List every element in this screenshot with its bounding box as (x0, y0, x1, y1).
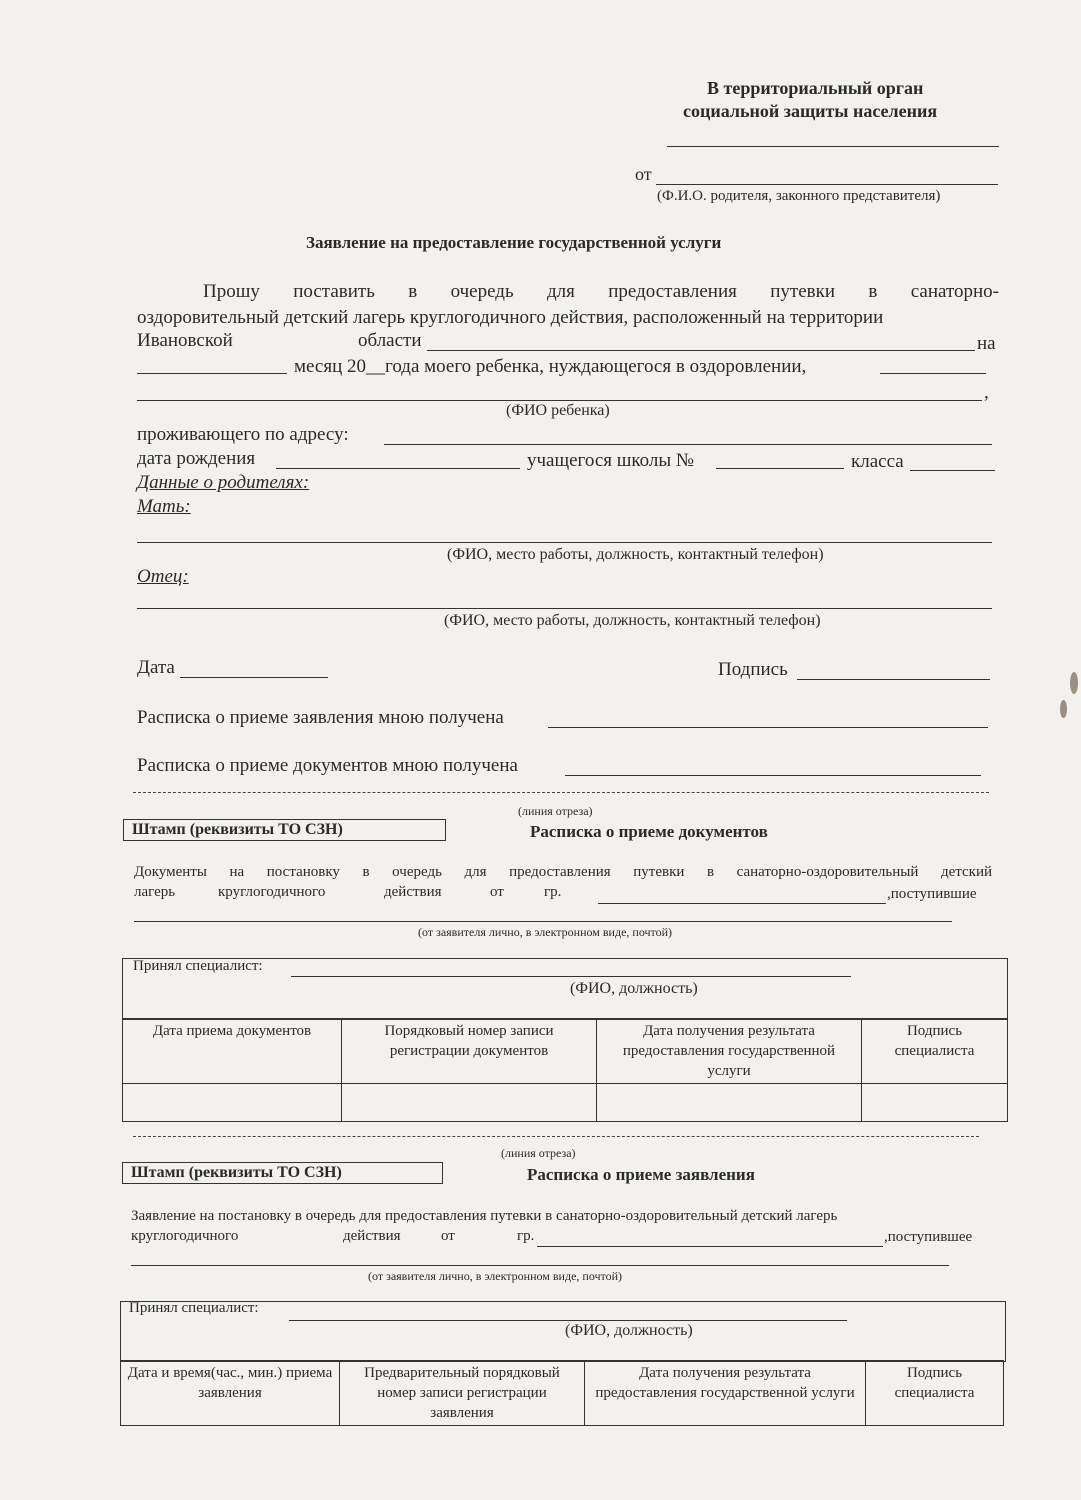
section1-text2-f: ,поступившие (887, 886, 977, 902)
section2-title: Расписка о приеме заявления (527, 1165, 755, 1184)
school-blank[interactable] (716, 468, 844, 469)
section2-text2-a: круглогодичного (131, 1228, 239, 1244)
body-line3-a: Ивановской (137, 330, 233, 351)
addressee-line2: социальной защиты населения (683, 101, 938, 121)
child-comma: , (984, 382, 989, 403)
mother-label: Мать: (137, 496, 191, 517)
month-blank[interactable] (137, 373, 287, 374)
section2-text2-d: гр. (517, 1228, 535, 1244)
body-line4: месяц 20__года моего ребенка, нуждающегося в оздоровлении, (294, 356, 807, 377)
section1-accepted-caption: (ФИО, должность) (570, 980, 698, 997)
date-label: Дата (137, 657, 175, 678)
section1-cell-result-date[interactable] (597, 1084, 862, 1122)
section1-caption: (от заявителя лично, в электронном виде, почтой) (418, 925, 673, 939)
section1-cell-number[interactable] (342, 1084, 597, 1122)
section1-table (122, 1018, 1008, 1122)
scan-speck (1060, 700, 1067, 718)
section1-accepted-blank[interactable] (291, 976, 851, 977)
section1-text2-d: от (490, 884, 504, 900)
parents-heading: Данные о родителях: (137, 472, 310, 493)
receipt-documents-label: Расписка о приеме документов мною получена (137, 755, 518, 776)
from-label: от (635, 164, 652, 184)
cut-line-2-label: (линия отреза) (501, 1146, 576, 1160)
section1-source-blank[interactable] (134, 921, 952, 922)
signature-blank[interactable] (797, 679, 990, 680)
section1-cell-date[interactable] (123, 1084, 342, 1122)
section2-col-signature: Подпись специалиста (866, 1361, 1004, 1426)
need-blank[interactable] (880, 373, 986, 374)
body-line1: Прошу поставить в очередь для предоставления путевки в санаторно- (203, 281, 999, 302)
from-caption: (Ф.И.О. родителя, законного представителя) (657, 188, 941, 204)
father-caption: (ФИО, место работы, должность, контактный телефон) (444, 612, 821, 629)
section2-caption: (от заявителя лично, в электронном виде, почтой) (368, 1269, 623, 1283)
section2-text2-e: ,поступившее (884, 1229, 973, 1245)
section1-title: Расписка о приеме документов (530, 822, 768, 841)
section1-text2-e: гр. (544, 884, 562, 900)
section2-name-blank[interactable] (537, 1246, 883, 1247)
child-caption: (ФИО ребенка) (506, 402, 610, 419)
school-label: учащегося школы № (527, 450, 695, 471)
body-line2: оздоровительный детский лагерь круглогодичного действия, расположенный на территории (137, 307, 884, 328)
region-blank[interactable] (427, 350, 975, 351)
section2-text1: Заявление на постановку в очередь для предоставления путевки в санаторно-оздоровительный детский лагерь (131, 1208, 838, 1224)
stamp-box-1: Штамп (реквизиты ТО СЗН) (123, 819, 446, 841)
section1-accepted-label: Принял специалист: (133, 958, 263, 974)
section2-accepted-blank[interactable] (289, 1320, 847, 1321)
receipt-documents-blank[interactable] (565, 775, 981, 776)
scan-speck (1070, 672, 1078, 694)
cut-line-1-label: (линия отреза) (518, 804, 593, 818)
signature-label: Подпись (718, 659, 788, 680)
addressee-blank[interactable] (667, 146, 999, 147)
mother-caption: (ФИО, место работы, должность, контактный телефон) (447, 546, 824, 563)
cut-line-2 (133, 1136, 979, 1137)
section1-col-result-date: Дата получения результата предоставления государственной услуги (597, 1019, 862, 1084)
body-line3-c: на (977, 333, 996, 354)
section2-col-number: Предварительный порядковый номер записи регистрации заявления (340, 1361, 585, 1426)
section2-table (120, 1360, 1004, 1426)
section2-text2-c: от (441, 1228, 455, 1244)
section1-text2-b: круглогодичного (218, 884, 326, 900)
section2-col-result-date: Дата получения результата предоставления государственной услуги (585, 1361, 866, 1426)
section1-col-date: Дата приема документов (123, 1019, 342, 1084)
section1-cell-signature[interactable] (862, 1084, 1008, 1122)
child-name-blank[interactable] (137, 400, 982, 401)
father-label: Отец: (137, 566, 189, 587)
section1-col-number: Порядковый номер записи регистрации документов (342, 1019, 597, 1084)
section1-text1: Документы на постановку в очередь для предоставления путевки в санаторно-оздоровительный детский (134, 864, 992, 880)
from-blank[interactable] (656, 184, 998, 185)
form-title: Заявление на предоставление государственной услуги (306, 233, 722, 252)
class-blank[interactable] (910, 470, 995, 471)
section1-name-blank[interactable] (598, 903, 886, 904)
section2-col-datetime: Дата и время(час., мин.) приема заявления (121, 1361, 340, 1426)
mother-blank[interactable] (137, 542, 992, 543)
section2-accepted-label: Принял специалист: (129, 1300, 259, 1316)
section1-col-signature: Подпись специалиста (862, 1019, 1008, 1084)
address-blank[interactable] (384, 444, 992, 445)
birth-blank[interactable] (276, 468, 520, 469)
address-label: проживающего по адресу: (137, 424, 349, 445)
birth-label: дата рождения (137, 448, 256, 469)
section2-text2-b: действия (343, 1228, 401, 1244)
father-blank[interactable] (137, 608, 992, 609)
receipt-application-label: Расписка о приеме заявления мною получена (137, 707, 504, 728)
section2-source-blank[interactable] (131, 1265, 949, 1266)
class-label: класса (851, 451, 904, 472)
section2-accepted-caption: (ФИО, должность) (565, 1322, 693, 1339)
stamp-box-2: Штамп (реквизиты ТО СЗН) (122, 1162, 443, 1184)
body-line3-b: области (358, 330, 422, 351)
section1-text2-c: действия (384, 884, 442, 900)
addressee-line1: В территориальный орган (707, 78, 924, 98)
date-blank[interactable] (180, 677, 328, 678)
receipt-application-blank[interactable] (548, 727, 988, 728)
section1-text2-a: лагерь (134, 884, 176, 900)
cut-line-1 (133, 792, 989, 793)
